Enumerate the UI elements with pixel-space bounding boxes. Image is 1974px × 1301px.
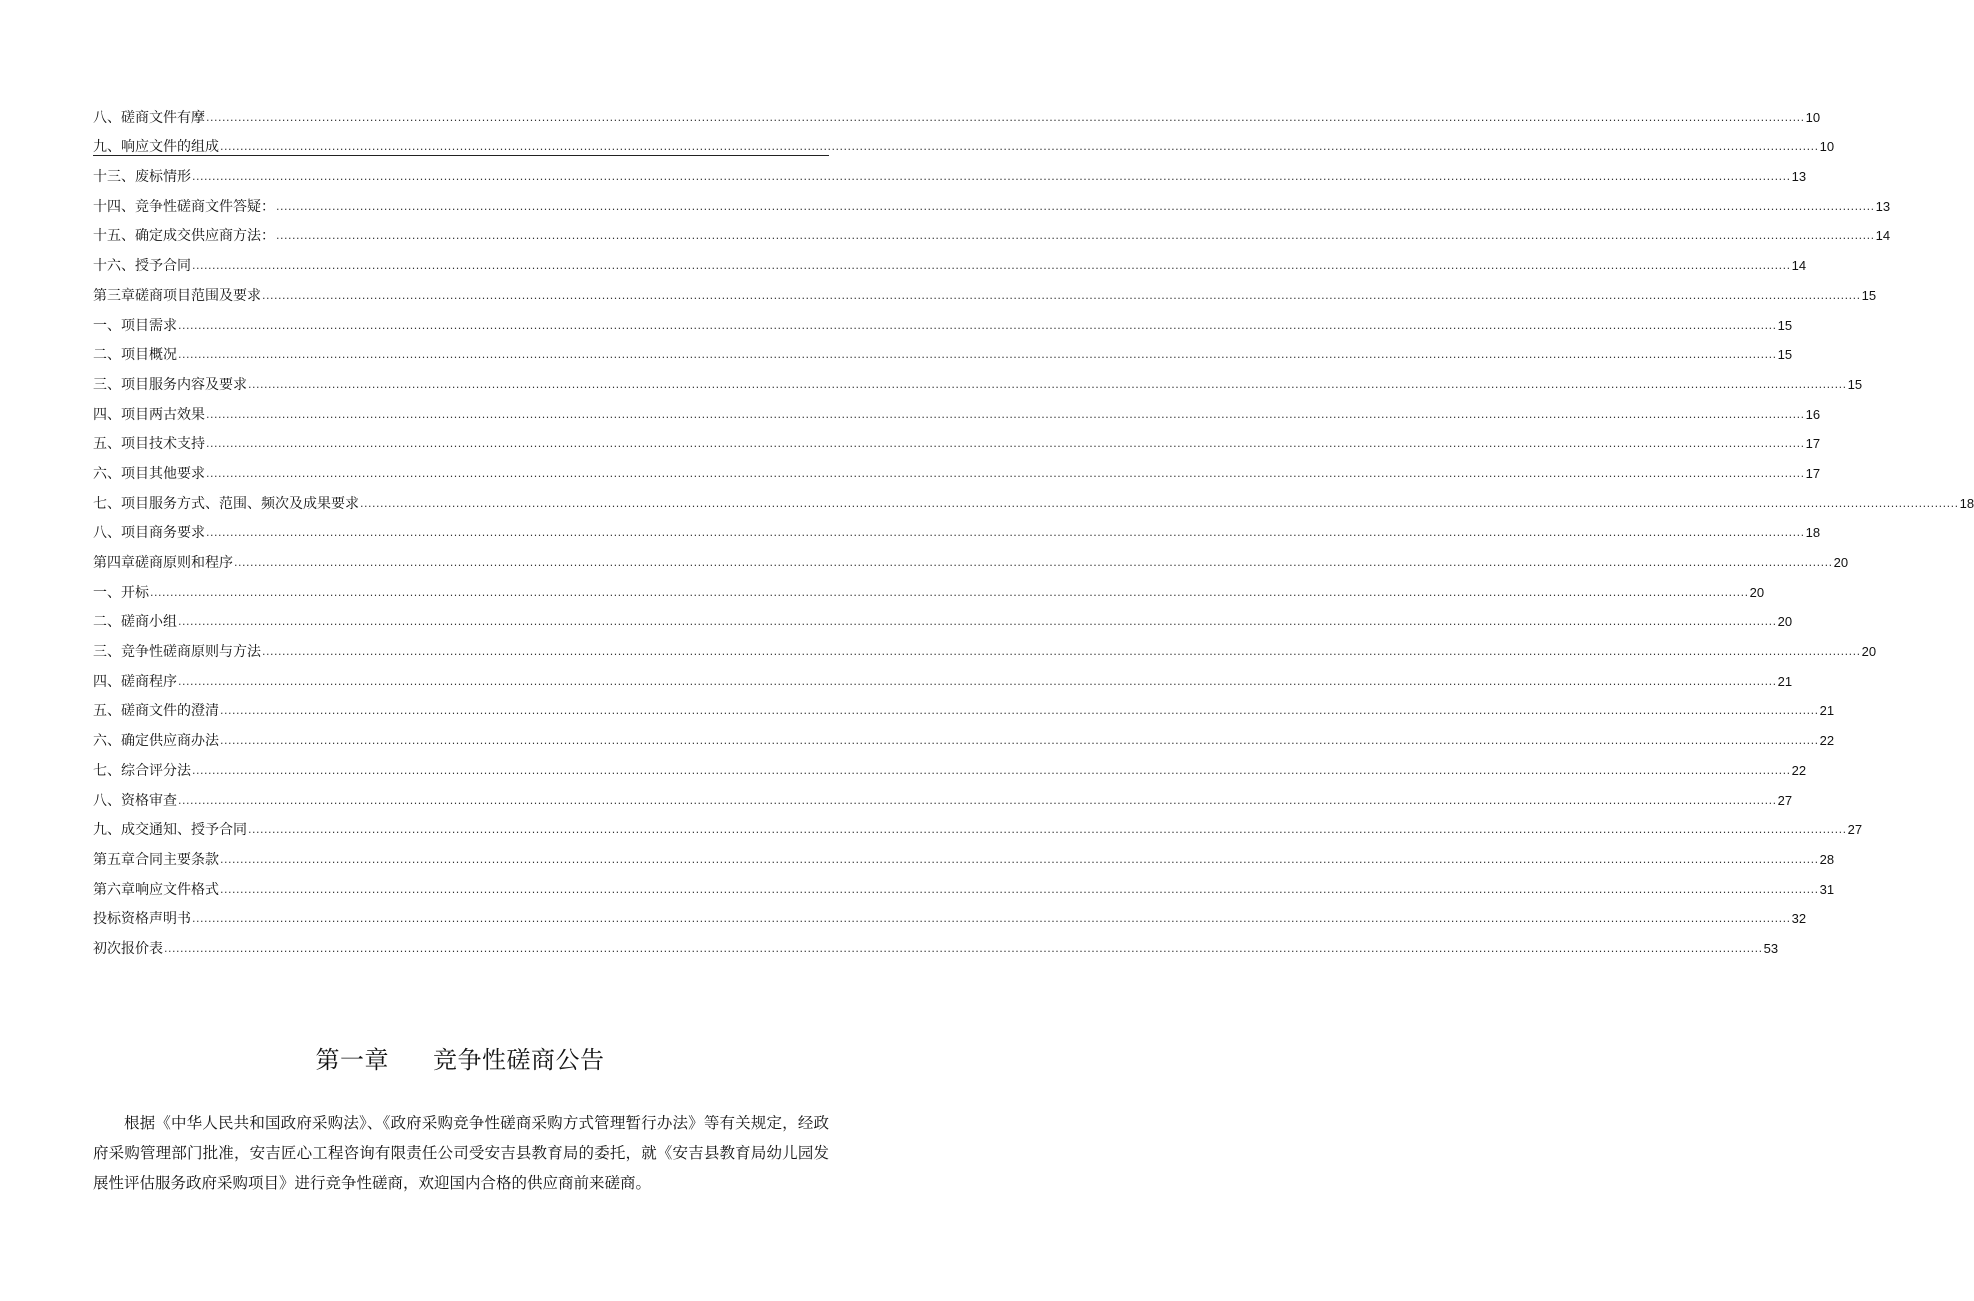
toc-dot-leader: ................................................................................................................................................................................................................................................................................................................................................................................................................ — [178, 348, 1777, 362]
toc-entry[interactable] — [93, 335, 1793, 365]
toc-dot-leader: ................................................................................................................................................................................................................................................................................................................................................................................................................ — [220, 852, 1819, 866]
toc-dot-leader: ................................................................................................................................................................................................................................................................................................................................................................................................................ — [178, 793, 1777, 807]
toc-entry-title: 第六章响应文件格式 — [93, 881, 219, 898]
toc-entry-page-number: 22 — [1819, 733, 1835, 749]
toc-entry-page-number: 28 — [1819, 851, 1835, 867]
toc-entry-page-number: 27 — [1777, 792, 1793, 808]
toc-dot-leader: ................................................................................................................................................................................................................................................................................................................................................................................................................ — [262, 288, 1861, 302]
toc-entry-title: 九、响应文件的组成 — [93, 139, 219, 156]
toc-entry-title: 二、磋商小组 — [93, 614, 177, 631]
toc-entry-page-number: 14 — [1875, 228, 1891, 244]
toc-entry-title: 八、资格审查 — [93, 792, 177, 809]
toc-entry[interactable] — [93, 394, 1821, 424]
toc-entry-page-number: 17 — [1805, 436, 1821, 452]
toc-entry-page-number: 21 — [1777, 673, 1793, 689]
toc-entry-title: 初次报价表 — [93, 940, 163, 957]
toc-dot-leader: ................................................................................................................................................................................................................................................................................................................................................................................................................ — [262, 645, 1861, 659]
toc-entry-page-number: 20 — [1749, 584, 1765, 600]
toc-entry[interactable] — [93, 928, 1779, 958]
toc-entry[interactable] — [93, 661, 1793, 691]
toc-dot-leader: ................................................................................................................................................................................................................................................................................................................................................................................................................ — [360, 496, 1959, 510]
toc-entry-page-number: 27 — [1847, 822, 1863, 838]
toc-entry-title: 一、开标 — [93, 584, 149, 601]
toc-dot-leader: ................................................................................................................................................................................................................................................................................................................................................................................................................ — [206, 407, 1805, 421]
toc-entry-title: 第五章合同主要条款 — [93, 851, 219, 868]
table-of-contents — [93, 97, 1974, 958]
toc-entry-page-number: 15 — [1847, 376, 1863, 392]
toc-dot-leader: ................................................................................................................................................................................................................................................................................................................................................................................................................ — [178, 674, 1777, 688]
toc-entry[interactable] — [93, 127, 1835, 157]
toc-entry-page-number: 22 — [1791, 762, 1807, 778]
toc-dot-leader: ................................................................................................................................................................................................................................................................................................................................................................................................................ — [150, 585, 1749, 599]
toc-entry-page-number: 15 — [1861, 287, 1877, 303]
toc-entry-title: 一、项目需求 — [93, 317, 177, 334]
chapter-title: 竞争性磋商公告 — [433, 1046, 605, 1074]
toc-entry[interactable] — [93, 97, 1821, 127]
toc-entry[interactable] — [93, 216, 1891, 246]
toc-dot-leader: ................................................................................................................................................................................................................................................................................................................................................................................................................ — [206, 110, 1805, 124]
toc-entry-title: 投标资格声明书 — [93, 911, 191, 928]
chapter-number: 第一章 — [315, 1046, 389, 1074]
toc-entry[interactable] — [93, 483, 1974, 513]
toc-entry-title: 二、项目概况 — [93, 347, 177, 364]
toc-entry-title: 三、竞争性磋商原则与方法 — [93, 644, 261, 661]
toc-entry-title: 六、项目其他要求 — [93, 465, 205, 482]
toc-dot-leader: ................................................................................................................................................................................................................................................................................................................................................................................................................ — [206, 466, 1805, 480]
toc-entry-title: 五、项目技术支持 — [93, 436, 205, 453]
toc-entry[interactable] — [93, 780, 1793, 810]
toc-entry-title: 第四章磋商原则和程序 — [93, 555, 233, 571]
toc-dot-leader: ................................................................................................................................................................................................................................................................................................................................................................................................................ — [248, 377, 1847, 391]
toc-entry[interactable] — [93, 245, 1807, 275]
toc-dot-leader: ................................................................................................................................................................................................................................................................................................................................................................................................................ — [192, 763, 1791, 777]
toc-entry-page-number: 21 — [1819, 703, 1835, 719]
toc-entry[interactable] — [93, 869, 1835, 899]
toc-entry-title: 五、磋商文件的澄清 — [93, 703, 219, 720]
toc-entry[interactable] — [93, 810, 1863, 840]
toc-entry-title: 六、确定供应商办法 — [93, 733, 219, 750]
toc-entry[interactable] — [93, 602, 1793, 632]
toc-entry-page-number: 20 — [1833, 555, 1849, 570]
announcement-paragraph: 根据《中华人民共和国政府采购法》、《政府采购竞争性磋商采购方式管理暂行办法》等有关规定，经政府采购管理部门批准，安吉匠心工程咨询有限责任公司受安吉县教育局的委托，就《安吉县教育局幼儿园发展性评估服务政府采购项目》进行竞争性磋商，欢迎国内合格的供应商前来磋商。 — [93, 1114, 829, 1192]
toc-entry-page-number: 53 — [1763, 940, 1779, 956]
toc-dot-leader: ................................................................................................................................................................................................................................................................................................................................................................................................................ — [178, 615, 1777, 629]
toc-entry-title: 七、项目服务方式、范围、频次及成果要求 — [93, 495, 359, 512]
toc-dot-leader: ................................................................................................................................................................................................................................................................................................................................................................................................................ — [220, 704, 1819, 718]
toc-entry-page-number: 14 — [1791, 258, 1807, 274]
toc-entry[interactable] — [93, 513, 1821, 543]
toc-entry[interactable] — [93, 364, 1863, 394]
toc-entry-title: 十四、竞争性磋商文件答疑： — [93, 198, 275, 215]
toc-entry[interactable] — [93, 750, 1807, 780]
toc-entry-page-number: 10 — [1805, 109, 1821, 125]
toc-entry[interactable] — [93, 156, 1807, 186]
toc-entry-title: 八、项目商务要求 — [93, 525, 205, 542]
toc-entry-page-number: 16 — [1805, 406, 1821, 422]
toc-dot-leader: ................................................................................................................................................................................................................................................................................................................................................................................................................ — [248, 823, 1847, 837]
toc-entry-page-number: 13 — [1791, 169, 1807, 185]
toc-entry[interactable] — [93, 542, 1849, 572]
toc-entry-title: 十五、确定成交供应商方法： — [93, 228, 275, 245]
toc-dot-leader: ................................................................................................................................................................................................................................................................................................................................................................................................................ — [234, 556, 1833, 569]
toc-entry-title: 四、磋商程序 — [93, 673, 177, 690]
section-divider-line — [93, 155, 829, 156]
toc-entry-title: 八、磋商文件有摩 — [93, 109, 205, 126]
toc-entry-page-number: 17 — [1805, 465, 1821, 481]
toc-entry-title: 九、成交通知、授予合同 — [93, 822, 247, 839]
toc-entry[interactable] — [93, 275, 1877, 305]
toc-entry-title: 第三章磋商项目范围及要求 — [93, 287, 261, 304]
toc-entry[interactable] — [93, 691, 1835, 721]
toc-entry-page-number: 15 — [1777, 347, 1793, 363]
toc-dot-leader: ................................................................................................................................................................................................................................................................................................................................................................................................................ — [220, 882, 1819, 896]
toc-dot-leader: ................................................................................................................................................................................................................................................................................................................................................................................................................ — [178, 318, 1777, 332]
toc-entry[interactable] — [93, 453, 1821, 483]
toc-dot-leader: ................................................................................................................................................................................................................................................................................................................................................................................................................ — [192, 259, 1791, 273]
toc-entry[interactable] — [93, 899, 1807, 929]
toc-dot-leader: ................................................................................................................................................................................................................................................................................................................................................................................................................ — [220, 734, 1819, 748]
toc-entry-title: 四、项目两古效果 — [93, 406, 205, 423]
toc-entry[interactable] — [93, 631, 1877, 661]
toc-entry-title: 三、项目服务内容及要求 — [93, 376, 247, 393]
toc-entry-page-number: 15 — [1777, 317, 1793, 333]
toc-entry-title: 十三、废标情形 — [93, 169, 191, 186]
toc-entry-page-number: 13 — [1875, 198, 1891, 214]
toc-entry[interactable] — [93, 186, 1891, 216]
toc-entry[interactable] — [93, 305, 1793, 335]
chapter-heading — [0, 1043, 920, 1077]
toc-entry-title: 十六、授予合同 — [93, 258, 191, 275]
toc-entry[interactable] — [93, 720, 1835, 750]
toc-dot-leader: ................................................................................................................................................................................................................................................................................................................................................................................................................ — [276, 199, 1875, 213]
toc-entry-page-number: 18 — [1805, 525, 1821, 541]
toc-dot-leader: ................................................................................................................................................................................................................................................................................................................................................................................................................ — [192, 170, 1791, 184]
toc-entry-title: 七、综合评分法 — [93, 762, 191, 779]
toc-entry-page-number: 10 — [1819, 139, 1835, 155]
toc-entry-page-number: 31 — [1819, 881, 1835, 897]
toc-dot-leader: ................................................................................................................................................................................................................................................................................................................................................................................................................ — [206, 526, 1805, 540]
toc-entry-page-number: 20 — [1777, 614, 1793, 630]
toc-dot-leader: ................................................................................................................................................................................................................................................................................................................................................................................................................ — [276, 229, 1875, 243]
toc-entry[interactable] — [93, 572, 1765, 602]
toc-dot-leader: ................................................................................................................................................................................................................................................................................................................................................................................................................ — [220, 140, 1819, 154]
toc-entry-page-number: 20 — [1861, 644, 1877, 660]
toc-entry-page-number: 18 — [1959, 495, 1974, 511]
toc-dot-leader: ................................................................................................................................................................................................................................................................................................................................................................................................................ — [164, 941, 1763, 955]
toc-entry-page-number: 32 — [1791, 911, 1807, 927]
toc-entry[interactable] — [93, 839, 1835, 869]
toc-dot-leader: ................................................................................................................................................................................................................................................................................................................................................................................................................ — [192, 912, 1791, 926]
toc-entry[interactable] — [93, 424, 1821, 454]
toc-dot-leader: ................................................................................................................................................................................................................................................................................................................................................................................................................ — [206, 437, 1805, 451]
